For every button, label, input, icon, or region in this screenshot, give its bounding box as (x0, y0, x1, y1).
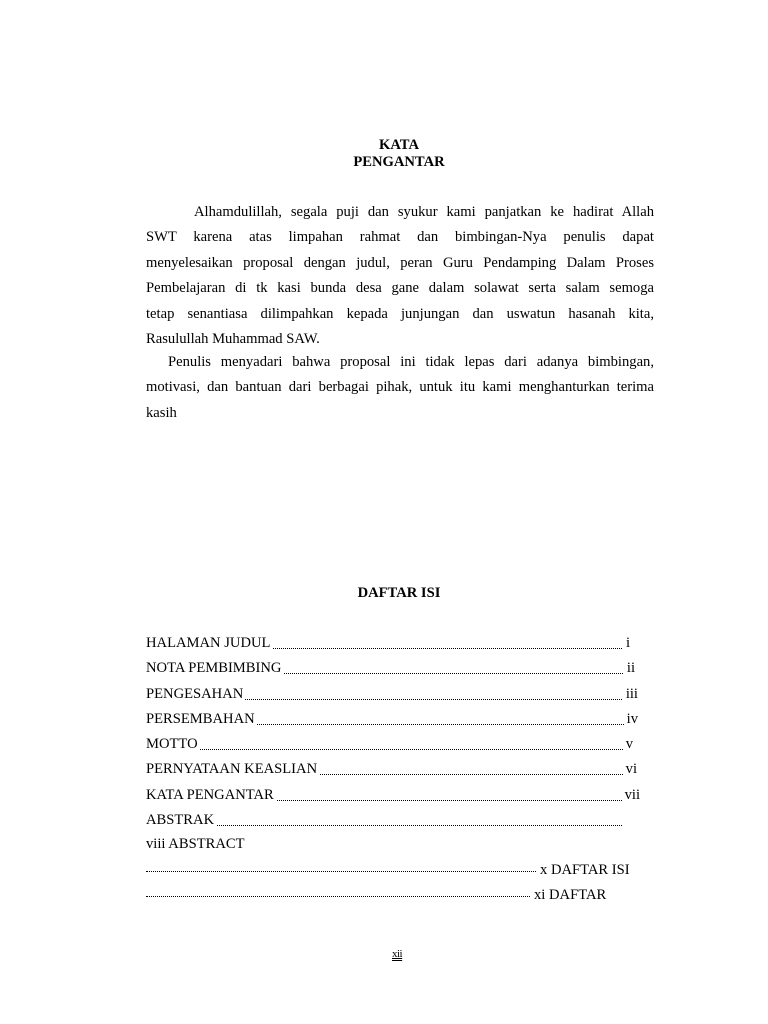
toc-entry (146, 710, 638, 728)
paragraph-line: tetap senantiasa dilimpahkan kepada junjungan dan uswatun hasanah kita, (146, 305, 654, 322)
paragraph-line: Pembelajaran di tk kasi bunda desa gane dalam solawat serta salam semoga (146, 280, 654, 297)
toc-line-viii: viii ABSTRACT (146, 836, 245, 852)
kata-pengantar-title-line1: KATA (379, 137, 419, 153)
toc-entry-page: vii (622, 786, 640, 804)
toc-entry-page: iv (624, 710, 638, 728)
toc-entry-label: NOTA PEMBIMBING (146, 660, 282, 676)
toc-entry (146, 811, 622, 829)
toc-entry-page: v (623, 735, 633, 753)
toc-entry (146, 634, 630, 652)
toc-entry (146, 685, 638, 703)
toc-entry (146, 735, 633, 753)
paragraph-line: Alhamdulillah, segala puji dan syukur kami panjatkan ke hadirat Allah (194, 204, 654, 220)
toc-entry (146, 760, 637, 778)
kata-pengantar-title-line2: PENGANTAR (353, 154, 445, 170)
toc-line-x: x DAFTAR ISI (540, 862, 630, 878)
toc-dot-leader (146, 871, 536, 872)
toc-dot-leader (146, 896, 530, 897)
toc-entry (146, 786, 640, 804)
toc-entry-page: ii (624, 659, 635, 677)
toc-entry-label: KATA PENGANTAR (146, 787, 274, 803)
toc-entry-page: iii (623, 685, 638, 703)
toc-entry-label: HALAMAN JUDUL (146, 635, 271, 651)
toc-entry-label: ABSTRAK (146, 812, 215, 828)
paragraph-line: Penulis menyadari bahwa proposal ini tidak lepas dari adanya bimbingan, (168, 354, 654, 370)
paragraph-line: SWT karena atas limpahan rahmat dan bimbingan-Nya penulis dapat (146, 229, 654, 246)
toc-entry-label: MOTTO (146, 736, 198, 752)
paragraph-line: kasih (146, 404, 177, 421)
toc-entry-label: PERSEMBAHAN (146, 711, 255, 727)
paragraph-line: menyelesaikan proposal dengan judul, peran Guru Pendamping Dalam Proses (146, 254, 654, 271)
paragraph-line: motivasi, dan bantuan dari berbagai pihak, untuk itu kami menghanturkan terima (146, 379, 654, 396)
toc-entry-label: PERNYATAAN KEASLIAN (146, 761, 318, 777)
toc-entry-label: PENGESAHAN (146, 686, 244, 702)
kata-pengantar-paragraph-1 (146, 200, 654, 352)
toc-entry (146, 659, 635, 677)
daftar-isi-title: DAFTAR ISI (357, 585, 441, 601)
page-number: xii (392, 948, 403, 960)
toc-entry-page: vi (623, 760, 637, 778)
paragraph-line: Rasulullah Muhammad SAW. (146, 330, 320, 347)
toc-entry-page: i (623, 634, 630, 652)
toc-line-xi: xi DAFTAR (534, 887, 607, 903)
kata-pengantar-paragraph-2 (146, 350, 654, 426)
